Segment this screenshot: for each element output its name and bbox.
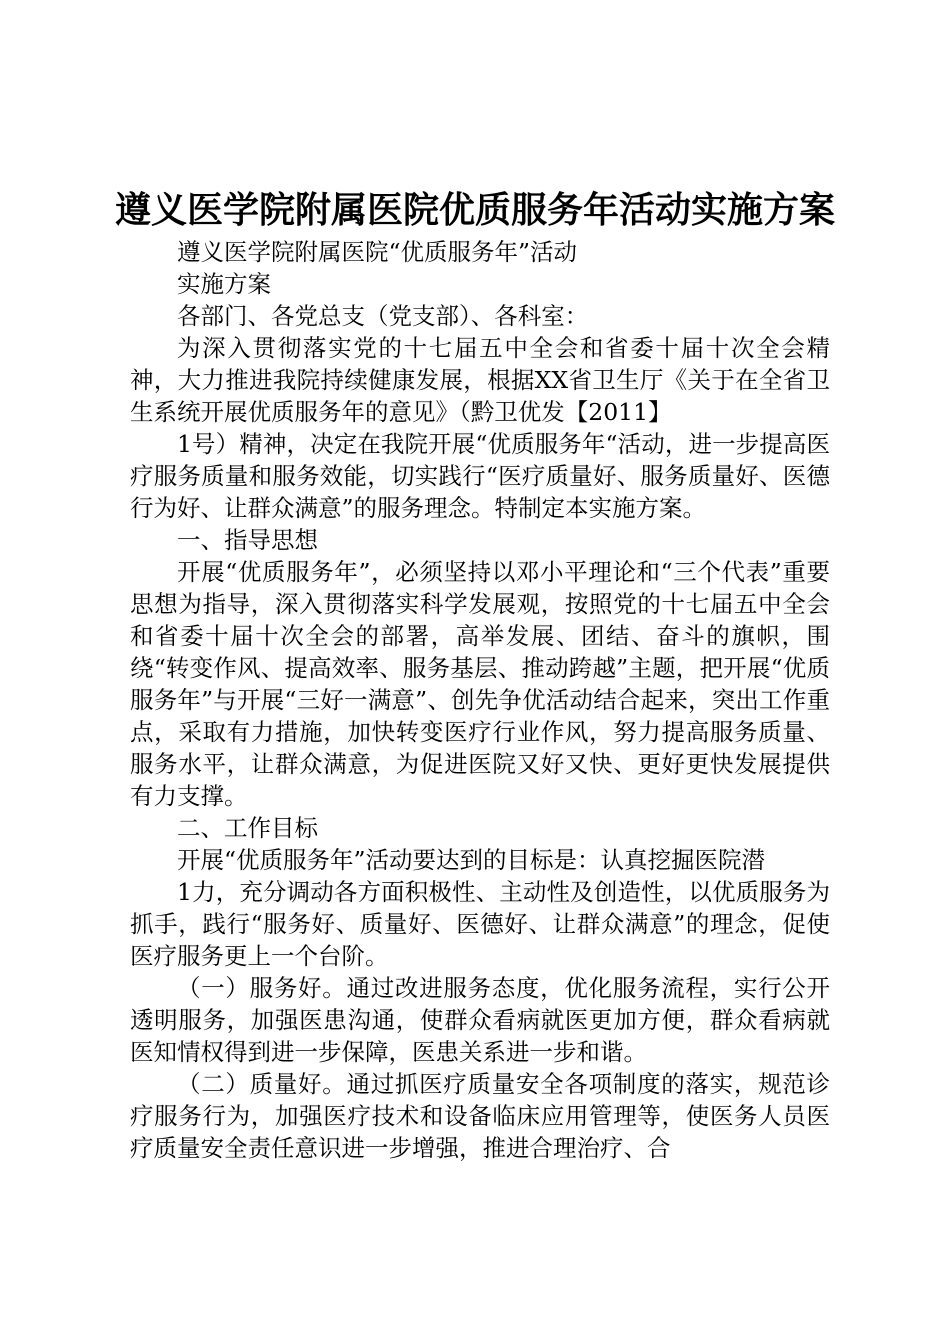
paragraph-subtitle-2: 实施方案: [177, 270, 271, 298]
document-body: [130, 236, 830, 1164]
paragraph: 为深入贯彻落实党的十七届五中全会和省委十届十次全会精神，大力推进我院持续健康发展，根据XX省卫生厅《关于在全省卫生系统开展优质服务年的意见》（黔卫优发【2011】: [130, 334, 830, 426]
paragraph: 开展“优质服务年”活动要达到的目标是：认真挖掘医院潜: [177, 846, 766, 874]
paragraph-subtitle-1: 遵义医学院附属医院“优质服务年”活动: [177, 238, 578, 266]
paragraph-addressee: 各部门、各党总支（党支部）、各科室：: [177, 302, 589, 330]
document-title: 遵义医学院附属医院优质服务年活动实施方案: [114, 189, 835, 231]
paragraph: 1号）精神，决定在我院开展“优质服务年“活动，进一步提高医疗服务质量和服务效能，切实践行“医疗质量好、服务质量好、医德行为好、让群众满意”的服务理念。特制定本实施方案。: [130, 430, 830, 522]
section-heading: 二、工作目标: [177, 814, 318, 842]
paragraph: （一）服务好。通过改进服务态度，优化服务流程，实行公开透明服务，加强医患沟通，使群众看病就医更加方便，群众看病就医知情权得到进一步保障，医患关系进一步和谐。: [130, 974, 830, 1066]
paragraph: 开展“优质服务年”，必须坚持以邓小平理论和“三个代表”重要思想为指导，深入贯彻落实科学发展观，按照党的十七届五中全会和省委十届十次全会的部署，高举发展、团结、奋斗的旗帜，围绕“转变作风、提高效率、服务基层、推动跨越”主题，把开展“优质服务年”与开展“三好一满意”、创先争优活动结合起来，突出工作重点，采取有力措施，加快转变医疗行业作风，努力提高服务质量、服务水平，让群众满意，为促进医院又好又快、更好更快发展提供有力支撑。: [130, 558, 830, 810]
paragraph: 1力，充分调动各方面积极性、主动性及创造性，以优质服务为抓手，践行“服务好、质量好、医德好、让群众满意”的理念，促使医疗服务更上一个台阶。: [130, 878, 830, 970]
paragraph: （二）质量好。通过抓医疗质量安全各项制度的落实，规范诊疗服务行为，加强医疗技术和设备临床应用管理等，使医务人员医疗质量安全责任意识进一步增强，推进合理治疗、合: [130, 1070, 830, 1162]
section-heading: 一、指导思想: [177, 526, 318, 554]
